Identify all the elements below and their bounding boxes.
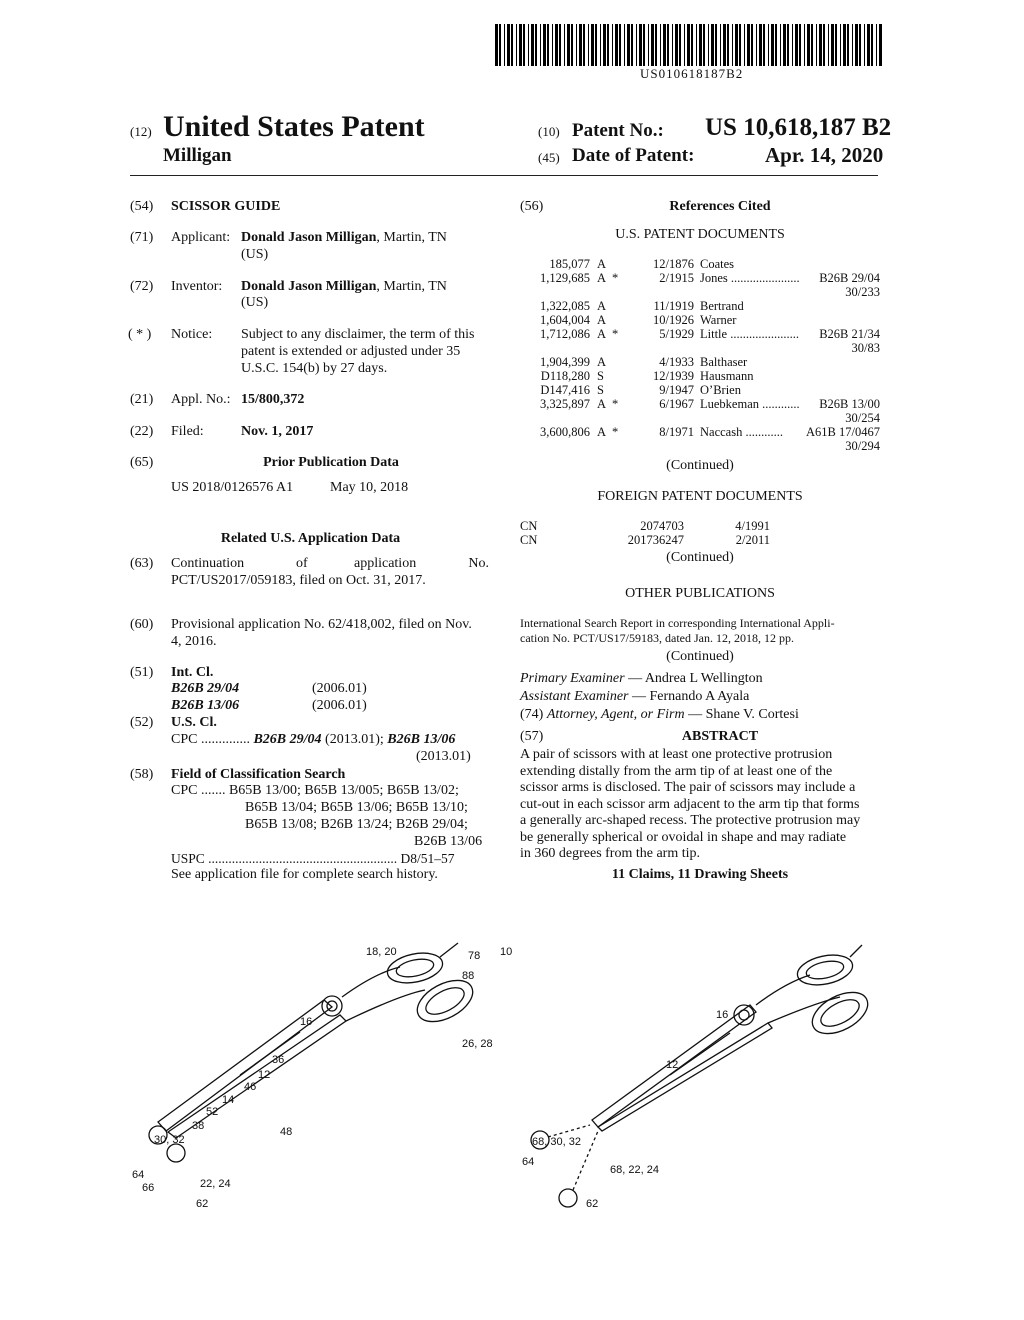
us-reference-row xyxy=(520,383,880,397)
label-64-left: 64 xyxy=(132,1169,145,1181)
barcode-bar xyxy=(507,24,510,66)
barcode-bar xyxy=(624,24,625,66)
barcode-bar xyxy=(615,24,618,66)
barcode-bar xyxy=(775,24,777,66)
barcode-bar xyxy=(795,24,798,66)
ref-name: Coates xyxy=(700,257,735,271)
protrusion-ball-lower xyxy=(167,1144,185,1162)
abstract-line: a generally arc-shaped recess. The protective protrusion may xyxy=(520,813,861,828)
barcode-bar xyxy=(871,24,873,66)
foreign-reference-row: CN 2074703 4/1991 xyxy=(520,519,770,533)
label-62-left: 62 xyxy=(196,1198,209,1210)
us-reference-row xyxy=(520,257,880,271)
us-reference-row xyxy=(520,425,880,439)
barcode-bar xyxy=(636,24,637,66)
ref-number: 185,077 xyxy=(549,257,590,271)
ref-number: D147,416 xyxy=(540,383,590,397)
ref-star: * xyxy=(612,271,619,285)
ref-number: 3,600,806 xyxy=(540,425,590,439)
barcode-bar xyxy=(540,24,541,66)
label-68-22-24: 68, 22, 24 xyxy=(610,1164,659,1176)
barcode-bar xyxy=(687,24,690,66)
barcode-bar xyxy=(619,24,621,66)
abstract-line: cut-out in each scissor arm adjacent to the arm tip that forms xyxy=(520,796,860,812)
barcode-bar xyxy=(768,24,769,66)
ref-class: A61B 17/0467 xyxy=(806,425,880,439)
abstract-line: scissor arms is disclosed. The pair of scissors may include a xyxy=(520,780,856,795)
ref-date: 9/1947 xyxy=(659,383,694,397)
barcode-bar xyxy=(744,24,745,66)
scissors-left xyxy=(110,935,477,1220)
ref-kind: A xyxy=(597,425,607,439)
label-26-28: 26, 28 xyxy=(462,1038,493,1050)
ref-name: Balthaser xyxy=(700,355,748,369)
label-10: 10 xyxy=(500,946,513,958)
field-search-uspc: USPC ........................................................ D8/51–57 xyxy=(171,851,455,866)
filed-label: Filed: xyxy=(171,424,204,439)
code-54: (54) xyxy=(130,199,154,214)
barcode-bar xyxy=(612,24,613,66)
barcode-bar xyxy=(579,24,582,66)
us-reference-row xyxy=(520,327,880,341)
barcode-bar xyxy=(751,24,753,66)
barcode-bar xyxy=(864,24,865,66)
assistant-examiner: Assistant Examiner — Fernando A Ayala xyxy=(520,689,750,704)
us-reference-row xyxy=(520,313,880,327)
us-reference-row xyxy=(520,299,880,313)
ref-name: Luebkeman ............ xyxy=(700,397,800,411)
barcode-bar xyxy=(564,24,565,66)
ref-date: 2/1915 xyxy=(659,271,694,285)
label-68-30-32: 68, 30, 32 xyxy=(532,1136,581,1148)
ref-name: Bertrand xyxy=(700,299,744,313)
barcode-bar xyxy=(852,24,853,66)
barcode-bar xyxy=(835,24,837,66)
abstract-line: be generally spherical or ovoidal in shape and may radiate xyxy=(520,829,847,845)
ref-star: * xyxy=(612,327,619,341)
barcode-bar xyxy=(855,24,858,66)
ref-kind: A xyxy=(597,397,607,411)
barcode-bar xyxy=(555,24,558,66)
barcode-bar xyxy=(535,24,537,66)
label-12-right: 12 xyxy=(666,1059,679,1071)
ref-name: Little ...................... xyxy=(700,327,799,341)
appl-no-value: 15/800,372 xyxy=(241,392,305,407)
barcode-bar xyxy=(811,24,813,66)
barcode-bar xyxy=(528,24,529,66)
barcode-bar xyxy=(703,24,705,66)
barcode-bar xyxy=(828,24,829,66)
int-cl-1-version: (2006.01) xyxy=(312,681,367,696)
us-reference-subclass: 30/83 xyxy=(851,341,880,355)
barcode-bar xyxy=(627,24,630,66)
code-notice: ( * ) xyxy=(128,327,152,342)
us-cl-label: U.S. Cl. xyxy=(171,715,217,730)
inventor-country: (US) xyxy=(241,295,269,310)
barcode-bar xyxy=(588,24,589,66)
int-cl-2: B26B 13/06 xyxy=(171,698,240,713)
invention-title: SCISSOR GUIDE xyxy=(171,199,281,214)
barcode-bar xyxy=(663,24,666,66)
ref-date: 12/1876 xyxy=(653,257,694,271)
ref-class: B26B 29/04 xyxy=(819,271,880,285)
label-18-20: 18, 20 xyxy=(366,946,397,958)
field-search-line-2: B65B 13/04; B65B 13/06; B65B 13/10; xyxy=(245,800,468,815)
notice-line-3: U.S.C. 154(b) by 27 days. xyxy=(241,361,388,376)
barcode-bar xyxy=(699,24,702,66)
barcode-bar xyxy=(847,24,849,66)
us-reference-row xyxy=(520,369,880,383)
ref-star: * xyxy=(612,397,619,411)
ref-date: 5/1929 xyxy=(659,327,694,341)
barcode-bar xyxy=(867,24,870,66)
us-cl-cpc: CPC .............. B26B 29/04 (2013.01); B26B 13/06 xyxy=(171,732,456,747)
barcode-bar xyxy=(708,24,709,66)
ref-date: 4/1933 xyxy=(659,355,694,369)
us-reference-row xyxy=(520,355,880,369)
barcode-bar xyxy=(499,24,501,66)
notice-line-1: Subject to any disclaimer, the term of this xyxy=(241,327,475,342)
us-reference-subclass: 30/254 xyxy=(845,411,880,425)
ref-kind: A xyxy=(597,257,607,271)
ref-name: Hausmann xyxy=(700,369,754,383)
ref-date: 11/1919 xyxy=(653,299,694,313)
barcode-bar xyxy=(583,24,585,66)
barcode-bar xyxy=(727,24,729,66)
barcode-bar xyxy=(603,24,606,66)
label-48: 48 xyxy=(280,1126,293,1138)
label-14: 14 xyxy=(222,1094,235,1106)
inventor-value: Donald Jason Milligan, Martin, TN xyxy=(241,279,447,294)
document-title: United States Patent xyxy=(163,110,425,143)
us-reference-subclass: 30/233 xyxy=(845,285,880,299)
provisional-line-2: 4, 2016. xyxy=(171,634,217,649)
field-search-see: See application file for complete search history. xyxy=(171,867,438,882)
ref-name: Jones ...................... xyxy=(700,271,800,285)
barcode-bar xyxy=(799,24,801,66)
label-52: 52 xyxy=(206,1106,219,1118)
ref-kind: A xyxy=(597,299,607,313)
applicant-country: (US) xyxy=(241,247,269,262)
barcode-bar xyxy=(735,24,738,66)
us-cl-cpc-version: (2013.01) xyxy=(416,749,471,764)
label-46: 46 xyxy=(244,1081,257,1093)
barcode-bar xyxy=(531,24,534,66)
field-search-line-3: B65B 13/08; B26B 13/24; B26B 29/04; xyxy=(245,817,468,832)
barcode-bar xyxy=(519,24,522,66)
barcode-bar xyxy=(831,24,834,66)
ref-number: 1,904,399 xyxy=(540,355,590,369)
barcode-bar xyxy=(823,24,825,66)
int-cl-2-version: (2006.01) xyxy=(312,698,367,713)
ref-name: Warner xyxy=(700,313,737,327)
prior-pub-heading: Prior Publication Data xyxy=(263,455,399,470)
ref-kind: A xyxy=(597,327,607,341)
applicant-label: Applicant: xyxy=(171,230,231,245)
ref-kind: S xyxy=(597,369,604,383)
barcode-bar xyxy=(648,24,649,66)
barcode-bar xyxy=(523,24,525,66)
foreign-reference-row: CN 201736247 2/2011 xyxy=(520,533,770,547)
us-patent-docs-heading: U.S. PATENT DOCUMENTS xyxy=(615,227,785,242)
barcode-bar xyxy=(567,24,570,66)
references-heading: References Cited xyxy=(669,199,771,214)
label-22-24: 22, 24 xyxy=(200,1178,231,1190)
barcode-bar xyxy=(516,24,517,66)
applicant-value: Donald Jason Milligan, Martin, TN xyxy=(241,230,447,245)
us-reference-row xyxy=(520,397,880,411)
filed-value: Nov. 1, 2017 xyxy=(241,424,314,439)
barcode-bar xyxy=(600,24,601,66)
code-71: (71) xyxy=(130,230,154,245)
notice-line-2: patent is extended or adjusted under 35 xyxy=(241,344,461,359)
ref-number: 1,604,004 xyxy=(540,313,590,327)
other-pub-line-2: cation No. PCT/US17/59183, dated Jan. 12, 2018, 12 pp. xyxy=(520,631,794,645)
attorney: (74) Attorney, Agent, or Firm — Shane V. Cortesi xyxy=(520,707,799,722)
int-cl-1: B26B 29/04 xyxy=(171,681,240,696)
label-78: 78 xyxy=(468,950,481,962)
barcode-bar xyxy=(859,24,861,66)
field-search-line-4: B26B 13/06 xyxy=(414,834,483,849)
code-45: (45) xyxy=(538,150,560,165)
barcode-bar xyxy=(840,24,841,66)
barcode-bar xyxy=(876,24,877,66)
field-search-label: Field of Classification Search xyxy=(171,767,346,782)
ref-name: Naccash ............ xyxy=(700,425,783,439)
patent-number: US 10,618,187 B2 xyxy=(705,114,892,141)
ref-kind: A xyxy=(597,313,607,327)
continuation-line-2: PCT/US2017/059183, filed on Oct. 31, 2017. xyxy=(171,573,426,588)
barcode-bar xyxy=(559,24,561,66)
code-21: (21) xyxy=(130,392,154,407)
ref-class: B26B 13/00 xyxy=(819,397,880,411)
label-36: 36 xyxy=(272,1054,285,1066)
barcode-bar xyxy=(675,24,678,66)
related-data-heading: Related U.S. Application Data xyxy=(220,531,401,546)
barcode-bar xyxy=(759,24,762,66)
label-62-right: 62 xyxy=(586,1198,599,1210)
continued-us-refs: (Continued) xyxy=(666,458,734,473)
barcode-bar xyxy=(660,24,661,66)
code-72: (72) xyxy=(130,279,154,294)
label-16-right: 16 xyxy=(716,1009,729,1021)
barcode-bar xyxy=(504,24,505,66)
barcode-bar xyxy=(787,24,789,66)
barcode-bar xyxy=(651,24,654,66)
inventor-surname: Milligan xyxy=(163,145,232,166)
barcode-bar xyxy=(792,24,793,66)
barcode-bar xyxy=(679,24,681,66)
barcode-bar xyxy=(756,24,757,66)
foreign-docs-heading: FOREIGN PATENT DOCUMENTS xyxy=(597,489,803,504)
continued-foreign-refs: (Continued) xyxy=(666,550,734,565)
barcode-bar xyxy=(591,24,594,66)
code-12: (12) xyxy=(130,124,152,139)
ref-number: 1,712,086 xyxy=(540,327,590,341)
prior-pub-date: May 10, 2018 xyxy=(330,480,409,495)
us-reference-subclass: 30/294 xyxy=(845,439,880,453)
barcode-bar xyxy=(667,24,669,66)
ref-kind: A xyxy=(597,271,607,285)
inventor-label: Inventor: xyxy=(171,279,223,294)
code-56: (56) xyxy=(520,199,544,214)
barcode-bar xyxy=(879,24,882,66)
barcode-bar xyxy=(684,24,685,66)
barcode-bar xyxy=(631,24,633,66)
barcode-bar xyxy=(739,24,741,66)
barcode-bar xyxy=(595,24,597,66)
barcode-bar xyxy=(720,24,721,66)
ref-name: O’Brien xyxy=(700,383,741,397)
barcode xyxy=(495,24,883,66)
barcode-bar xyxy=(807,24,810,66)
ref-kind: A xyxy=(597,355,607,369)
scissors-right-main xyxy=(531,945,874,1207)
code-10: (10) xyxy=(538,124,560,139)
ref-class: B26B 21/34 xyxy=(819,327,880,341)
barcode-bar xyxy=(691,24,693,66)
prior-pub-number: US 2018/0126576 A1 xyxy=(171,480,294,495)
code-65: (65) xyxy=(130,455,154,470)
abstract-line: in 360 degrees from the arm tip. xyxy=(520,846,701,861)
continued-other-pubs: (Continued) xyxy=(666,649,734,664)
barcode-bar xyxy=(732,24,733,66)
barcode-bar xyxy=(715,24,717,66)
other-pubs-heading: OTHER PUBLICATIONS xyxy=(625,586,775,601)
barcode-bar xyxy=(763,24,765,66)
barcode-bar xyxy=(655,24,657,66)
us-reference-row xyxy=(520,271,880,285)
continuation-line-1: Continuation of application No. xyxy=(171,556,489,571)
barcode-bar xyxy=(576,24,577,66)
label-64-right: 64 xyxy=(522,1156,535,1168)
ref-date: 12/1939 xyxy=(653,369,694,383)
code-63: (63) xyxy=(130,556,154,571)
barcode-bar xyxy=(843,24,846,66)
ref-kind: S xyxy=(597,383,604,397)
other-pub-line-1: International Search Report in corresponding International Appli- xyxy=(520,616,835,630)
figure-drawing xyxy=(110,935,910,1220)
barcode-bar xyxy=(804,24,805,66)
abstract-heading: ABSTRACT xyxy=(681,729,759,744)
date-label: Date of Patent: xyxy=(572,145,695,166)
patent-date: Apr. 14, 2020 xyxy=(765,143,884,167)
ref-date: 6/1967 xyxy=(659,397,694,411)
barcode-bar xyxy=(547,24,549,66)
code-51: (51) xyxy=(130,665,154,680)
barcode-number: US010618187B2 xyxy=(640,66,744,81)
ref-number: 1,322,085 xyxy=(540,299,590,313)
figure-labels-right xyxy=(522,1009,728,1210)
barcode-bar xyxy=(639,24,642,66)
abstract-line: A pair of scissors with at least one protective protrusion xyxy=(520,747,833,762)
code-58: (58) xyxy=(130,767,154,782)
code-22: (22) xyxy=(130,424,154,439)
label-30-32: 30, 32 xyxy=(154,1134,185,1146)
barcode-bar xyxy=(696,24,697,66)
label-88: 88 xyxy=(462,970,475,982)
field-search-line-1: CPC ....... B65B 13/00; B65B 13/005; B65B 13/02; xyxy=(171,783,459,798)
code-60: (60) xyxy=(130,617,154,632)
label-16-left: 16 xyxy=(300,1016,313,1028)
barcode-bar xyxy=(783,24,786,66)
barcode-bar xyxy=(816,24,817,66)
ref-date: 10/1926 xyxy=(653,313,694,327)
primary-examiner: Primary Examiner — Andrea L Wellington xyxy=(520,671,763,686)
barcode-bar xyxy=(771,24,774,66)
header-rule xyxy=(130,175,878,176)
ref-number: 3,325,897 xyxy=(540,397,590,411)
label-12-left: 12 xyxy=(258,1069,271,1081)
barcode-bar xyxy=(711,24,714,66)
label-38: 38 xyxy=(192,1120,205,1132)
appl-no-label: Appl. No.: xyxy=(171,392,231,407)
barcode-bar xyxy=(511,24,513,66)
barcode-bar xyxy=(672,24,673,66)
abstract-line: extending distally from the arm tip of at least one of the xyxy=(520,763,833,779)
barcode-bar xyxy=(571,24,573,66)
barcode-bar xyxy=(819,24,822,66)
int-cl-label: Int. Cl. xyxy=(171,665,214,680)
barcode-bar xyxy=(495,24,498,66)
ref-star: * xyxy=(612,425,619,439)
ref-number: D118,280 xyxy=(540,369,590,383)
figure-labels-left xyxy=(132,946,512,1210)
ref-number: 1,129,685 xyxy=(540,271,590,285)
barcode-bar xyxy=(780,24,781,66)
barcode-bar xyxy=(552,24,553,66)
code-52: (52) xyxy=(130,715,154,730)
notice-label: Notice: xyxy=(171,327,213,342)
claims-summary: 11 Claims, 11 Drawing Sheets xyxy=(611,867,789,882)
provisional-line-1: Provisional application No. 62/418,002, filed on Nov. xyxy=(171,617,472,632)
ref-date: 8/1971 xyxy=(659,425,694,439)
patent-no-label: Patent No.: xyxy=(572,120,664,141)
barcode-bar xyxy=(543,24,546,66)
barcode-bar xyxy=(747,24,750,66)
label-66: 66 xyxy=(142,1182,155,1194)
code-57: (57) xyxy=(520,729,544,744)
barcode-bar xyxy=(643,24,645,66)
barcode-bar xyxy=(723,24,726,66)
barcode-bar xyxy=(607,24,609,66)
protrusion-ball-detached-lower xyxy=(559,1189,577,1207)
